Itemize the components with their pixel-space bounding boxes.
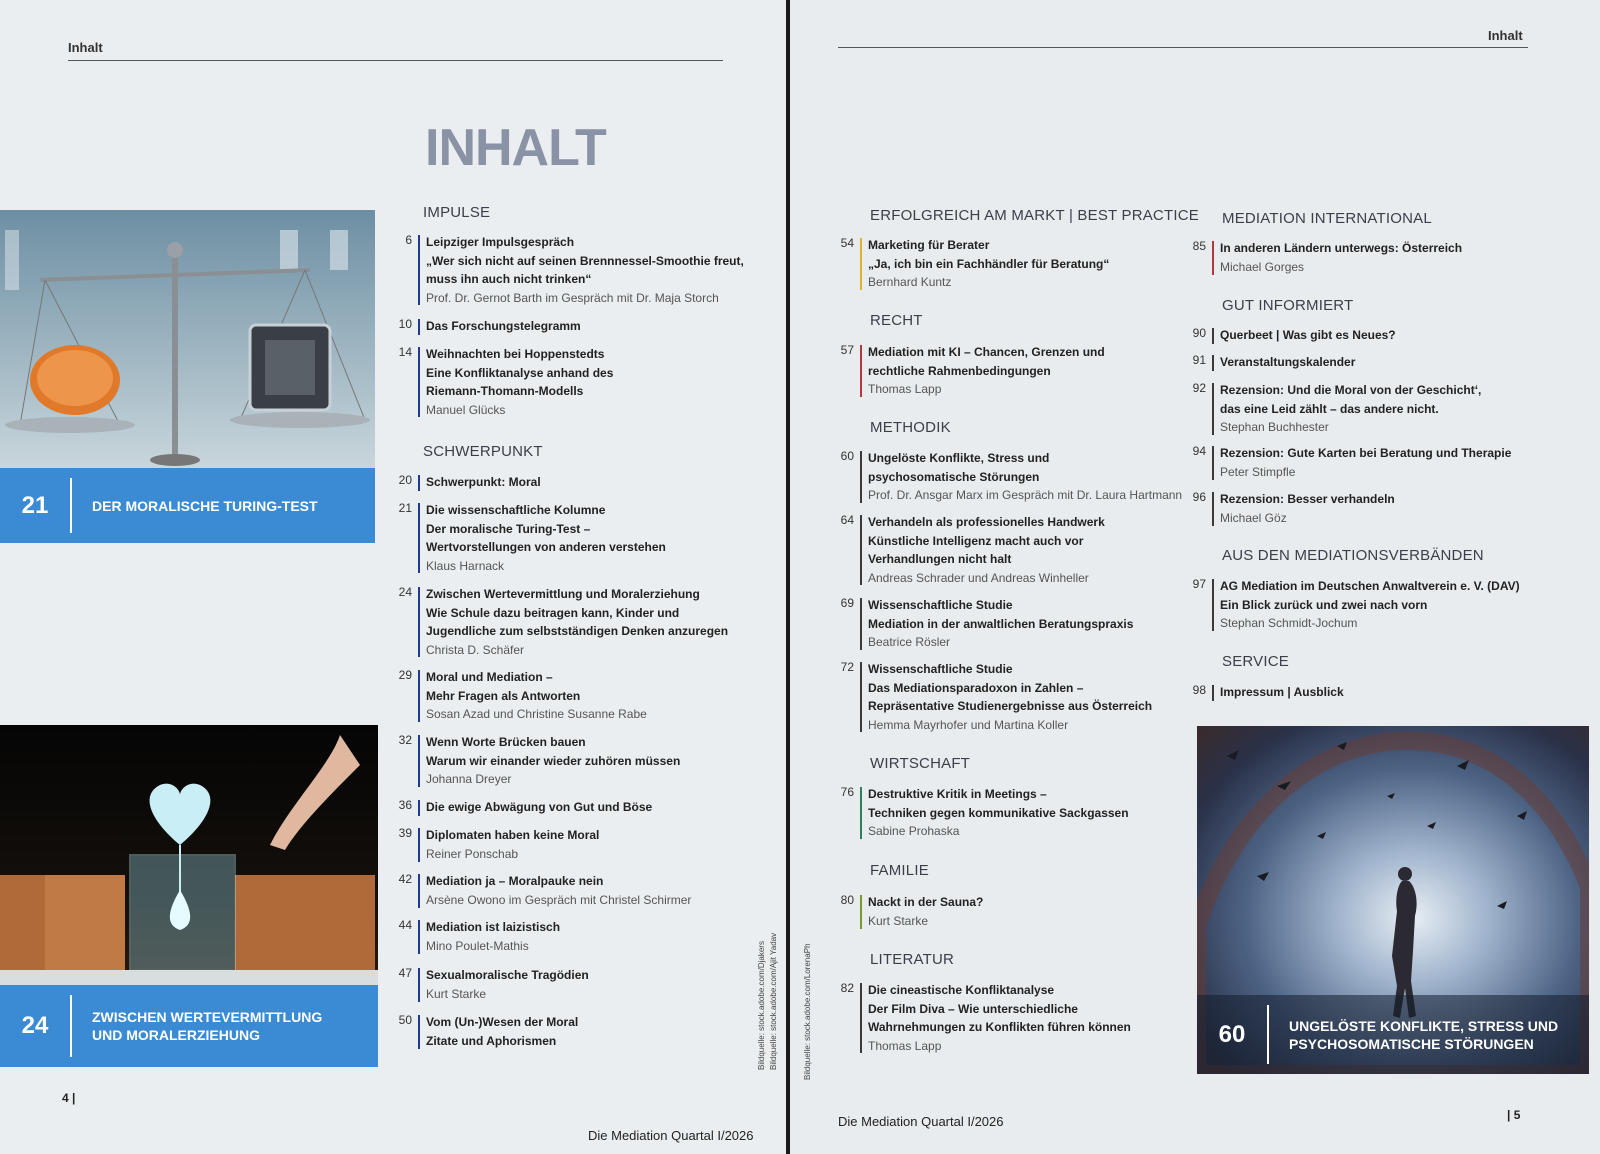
toc-text [426, 966, 756, 1003]
toc-page-number: 80 [840, 893, 854, 907]
toc-color-bar [1212, 355, 1214, 371]
toc-color-bar [1212, 383, 1214, 435]
toc-title-line: Warum wir einander wieder zuhören müssen [426, 753, 681, 768]
toc-title-line: Vom (Un-)Wesen der Moral [426, 1015, 579, 1029]
toc-text [426, 733, 756, 789]
toc-text [426, 918, 756, 955]
toc-title-line: Mediation ja – Moralpauke nein [426, 874, 604, 888]
toc-title-line: Marketing für Berater [868, 238, 990, 252]
toc-title-line: Destruktive Kritik in Meetings – [868, 787, 1047, 801]
toc-text [426, 826, 756, 863]
toc-color-bar [1212, 446, 1214, 480]
toc-author: Thomas Lapp [868, 382, 942, 396]
toc-title-line: Verhandlungen nicht halt [868, 552, 1012, 566]
toc-title-line: Zitate und Aphorismen [426, 1033, 557, 1048]
toc-entry[interactable] [390, 233, 750, 307]
toc-title-line: Zwischen Wertevermittlung und Moralerziehung [426, 587, 700, 601]
page-title: INHALT [425, 119, 606, 177]
toc-page-number: 82 [840, 981, 854, 995]
left-page [0, 0, 788, 1154]
toc-text [868, 343, 1198, 399]
toc-color-bar [418, 503, 420, 573]
toc-title-line: Eine Konfliktanalyse anhand des [426, 365, 614, 380]
toc-page-number: 54 [840, 236, 854, 250]
toc-author: Reiner Ponschab [426, 846, 519, 861]
toc-page-number: 94 [1192, 444, 1206, 458]
toc-title-line: das eine Leid zählt – das andere nicht. [1220, 401, 1439, 416]
toc-text [426, 473, 756, 492]
feature-banner-60[interactable] [1197, 995, 1589, 1074]
toc-entry[interactable] [390, 826, 750, 864]
section-heading: SERVICE [1222, 653, 1289, 670]
toc-entry[interactable] [390, 345, 750, 419]
toc-color-bar [860, 983, 862, 1053]
page-number: | 5 [1507, 1108, 1521, 1122]
toc-text [868, 236, 1198, 292]
toc-title-line: Nackt in der Sauna? [868, 895, 984, 909]
toc-text [426, 585, 756, 659]
toc-page-number: 91 [1192, 353, 1206, 367]
banner-label [1269, 1017, 1558, 1053]
toc-page-number: 6 [405, 233, 412, 247]
toc-entry[interactable] [832, 981, 1192, 1055]
toc-author: Johanna Dreyer [426, 772, 512, 786]
toc-text [868, 893, 1198, 930]
toc-color-bar [418, 874, 420, 908]
toc-text [868, 596, 1198, 652]
section-heading: AUS DEN MEDIATIONSVERBÄNDEN [1222, 547, 1484, 564]
toc-title-line: Rezension: Gute Karten bei Beratung und Therapie [1220, 446, 1512, 460]
toc-page-number: 24 [398, 585, 412, 599]
banner-page-number: 24 [21, 1012, 49, 1039]
toc-page-number: 44 [398, 918, 412, 932]
toc-color-bar [860, 345, 862, 397]
toc-color-bar [860, 598, 862, 650]
image-credit: Bildquelle: stock.adobe.com/LorenaPh [803, 943, 812, 1080]
toc-text [868, 660, 1198, 734]
toc-title-line: Moral und Mediation – [426, 670, 553, 684]
toc-color-bar [418, 319, 420, 335]
toc-page-number: 57 [840, 343, 854, 357]
toc-entry[interactable] [832, 513, 1192, 587]
toc-entry[interactable] [390, 966, 750, 1004]
toc-entry[interactable] [390, 317, 750, 337]
toc-author: Thomas Lapp [868, 1038, 942, 1053]
toc-author: Hemma Mayrhofer und Martina Koller [868, 717, 1069, 732]
toc-title-line: In anderen Ländern unterwegs: Österreich [1220, 241, 1463, 255]
toc-title-line: Der Film Diva – Wie unterschiedliche [868, 1001, 1078, 1016]
toc-page-number: 92 [1192, 381, 1206, 395]
toc-entry[interactable] [832, 236, 1192, 292]
toc-text [868, 981, 1198, 1055]
toc-page-number: 85 [1192, 239, 1206, 253]
toc-color-bar [418, 475, 420, 491]
banner-label-line: UNGELÖSTE KONFLIKTE, STRESS UND [1289, 1017, 1559, 1034]
toc-title-line: Mediation ist laizistisch [426, 920, 561, 934]
banner-label-line: ZWISCHEN WERTEVERMITTLUNG [92, 1009, 323, 1025]
toc-entry[interactable] [390, 872, 750, 910]
toc-entry[interactable] [390, 501, 750, 575]
toc-page-number: 64 [840, 513, 854, 527]
toc-entry[interactable] [390, 585, 750, 659]
toc-title-line: rechtliche Rahmenbedingungen [868, 363, 1051, 378]
toc-color-bar [860, 787, 862, 839]
toc-title-line: Schwerpunkt: Moral [426, 475, 541, 489]
feature-banner-24[interactable] [0, 985, 378, 1067]
toc-author: Manuel Glücks [426, 402, 506, 417]
toc-color-bar [860, 451, 862, 503]
section-heading: GUT INFORMIERT [1222, 297, 1354, 314]
section-heading: RECHT [870, 312, 923, 329]
toc-author: Michael Gorges [1220, 259, 1305, 274]
section-heading: LITERATUR [870, 951, 955, 968]
toc-text [426, 1013, 756, 1050]
heart-blocks-illustration [0, 725, 378, 985]
toc-text [868, 513, 1198, 587]
toc-color-bar [418, 1015, 420, 1049]
toc-title-line: Impressum | Ausblick [1220, 685, 1344, 699]
toc-author: Peter Stimpfle [1220, 464, 1296, 479]
head-rule-right [838, 47, 1528, 48]
toc-title-line: Der moralische Turing-Test – [426, 521, 591, 536]
toc-title-line: psychosomatische Störungen [868, 469, 1040, 484]
toc-text [868, 449, 1218, 505]
toc-color-bar [418, 587, 420, 657]
toc-color-bar [418, 920, 420, 954]
toc-page-number: 76 [840, 785, 854, 799]
toc-page-number: 39 [398, 826, 412, 840]
toc-author: Stephan Schmidt-Jochum [1220, 616, 1358, 630]
toc-title-line: Rezension: Und die Moral von der Geschicht‘, [1220, 383, 1482, 397]
toc-color-bar [1212, 492, 1214, 526]
toc-title-line: Riemann-Thomann-Modells [426, 384, 584, 398]
toc-title-line: Die wissenschaftliche Kolumne [426, 503, 606, 517]
toc-text [426, 872, 756, 909]
toc-author: Mino Poulet-Mathis [426, 938, 529, 953]
toc-entry[interactable] [390, 1013, 750, 1051]
toc-entry[interactable] [832, 343, 1192, 399]
toc-author: Arsène Owono im Gespräch mit Christel Schirmer [426, 892, 692, 907]
heart-blocks-photo [0, 725, 378, 985]
feature-banner-21[interactable] [0, 468, 375, 543]
toc-entry[interactable] [390, 668, 750, 724]
toc-text [426, 668, 756, 724]
section-heading: WIRTSCHAFT [870, 755, 971, 772]
scales-illustration [0, 210, 375, 468]
section-heading: ERFOLGREICH AM MARKT | BEST PRACTICE [870, 207, 1199, 224]
toc-text [1220, 239, 1550, 276]
toc-title-line: Wissenschaftliche Studie [868, 598, 1013, 612]
toc-title-line: muss ihn auch nicht trinken“ [426, 272, 592, 286]
toc-title-line: Wissenschaftliche Studie [868, 662, 1013, 676]
toc-title-line: „Wer sich nicht auf seinen Brennnessel-Smoothie freut, [426, 253, 744, 268]
toc-text [1220, 683, 1550, 702]
footer-title: Die Mediation Quartal I/2026 [588, 1128, 754, 1143]
toc-title-line: Mediation mit KI – Chancen, Grenzen und [868, 345, 1105, 359]
toc-entry[interactable] [1184, 444, 1544, 482]
toc-author: Christa D. Schäfer [426, 642, 525, 657]
toc-page-number: 36 [398, 798, 412, 812]
toc-text [1220, 444, 1550, 481]
toc-color-bar [1212, 685, 1214, 701]
toc-title-line: Mehr Fragen als Antworten [426, 688, 581, 703]
image-credit: Bildquelle: stock.adobe.com/Ajit Yadav [769, 932, 778, 1070]
toc-entry[interactable] [832, 785, 1192, 841]
toc-title-line: Wertvorstellungen von anderen verstehen [426, 540, 666, 554]
toc-page-number: 47 [398, 966, 412, 980]
toc-title-line: Rezension: Besser verhandeln [1220, 492, 1395, 506]
toc-entry[interactable] [390, 798, 750, 818]
page-number: 4 | [62, 1091, 76, 1105]
toc-entry[interactable] [390, 733, 750, 789]
toc-author: Bernhard Kuntz [868, 275, 952, 289]
toc-page-number: 32 [398, 733, 412, 747]
toc-author: Prof. Dr. Ansgar Marx im Gespräch mit Dr. Laura Hartmann [868, 488, 1183, 502]
toc-page-number: 42 [398, 872, 412, 886]
toc-page-number: 96 [1192, 490, 1206, 504]
toc-color-bar [860, 238, 862, 290]
toc-title-line: Die cineastische Konfliktanalyse [868, 983, 1055, 997]
banner-label-line: PSYCHOSOMATISCHE STÖRUNGEN [1289, 1035, 1534, 1052]
toc-title-line: Techniken gegen kommunikative Sackgassen [868, 805, 1129, 820]
toc-title-line: Wie Schule dazu beitragen kann, Kinder und [426, 605, 680, 620]
toc-color-bar [418, 347, 420, 417]
toc-title-line: AG Mediation im Deutschen Anwaltverein e. V. (DAV) [1220, 579, 1520, 593]
toc-color-bar [418, 968, 420, 1002]
toc-page-number: 98 [1192, 683, 1206, 697]
toc-page-number: 14 [398, 345, 412, 359]
toc-entry[interactable] [1184, 490, 1544, 528]
toc-title-line: Weihnachten bei Hoppenstedts [426, 347, 605, 361]
toc-entry[interactable] [832, 449, 1212, 505]
toc-page-number: 50 [398, 1013, 412, 1027]
toc-title-line: Das Forschungstelegramm [426, 319, 581, 333]
toc-author: Michael Göz [1220, 510, 1287, 525]
toc-color-bar [418, 670, 420, 722]
toc-color-bar [860, 515, 862, 585]
toc-title-line: Veranstaltungskalender [1220, 355, 1356, 369]
section-heading: METHODIK [870, 419, 951, 436]
scales-photo [0, 210, 375, 468]
running-head-left: Inhalt [68, 40, 103, 55]
toc-author: Prof. Dr. Gernot Barth im Gespräch mit Dr. Maja Storch [426, 290, 719, 305]
toc-page-number: 69 [840, 596, 854, 610]
banner-label [72, 1008, 322, 1044]
footer-title: Die Mediation Quartal I/2026 [838, 1114, 1004, 1129]
toc-title-line: Wenn Worte Brücken bauen [426, 735, 586, 749]
toc-title-line: Das Mediationsparadoxon in Zahlen – [868, 680, 1084, 695]
toc-page-number: 72 [840, 660, 854, 674]
toc-text [868, 785, 1198, 841]
toc-color-bar [860, 662, 862, 732]
toc-title-line: Repräsentative Studienergebnisse aus Österreich [868, 699, 1153, 713]
toc-page-number: 21 [398, 501, 412, 515]
section-heading: SCHWERPUNKT [423, 443, 543, 460]
toc-entry[interactable] [1184, 381, 1544, 437]
toc-title-line: Leipziger Impulsgespräch [426, 235, 575, 249]
toc-author: Beatrice Rösler [868, 635, 951, 649]
banner-label-line: DER MORALISCHE TURING-TEST [92, 497, 318, 514]
toc-title-line: Diplomaten haben keine Moral [426, 828, 600, 842]
toc-entry[interactable] [1184, 577, 1554, 633]
toc-text [1220, 326, 1550, 345]
toc-color-bar [860, 895, 862, 929]
toc-page-number: 90 [1192, 326, 1206, 340]
section-heading: IMPULSE [423, 204, 491, 221]
toc-color-bar [1212, 328, 1214, 344]
toc-title-line: Querbeet | Was gibt es Neues? [1220, 328, 1396, 342]
toc-text [426, 317, 756, 336]
toc-entry[interactable] [390, 918, 750, 956]
toc-text [1220, 353, 1550, 372]
toc-page-number: 97 [1192, 577, 1206, 591]
toc-page-number: 20 [398, 473, 412, 487]
toc-title-line: Künstliche Intelligenz macht auch vor [868, 533, 1084, 548]
toc-text [1220, 381, 1550, 437]
toc-entry[interactable] [390, 473, 750, 493]
toc-entry[interactable] [832, 660, 1192, 734]
toc-title-line: Verhandeln als professionelles Handwerk [868, 515, 1105, 529]
toc-entry[interactable] [1184, 353, 1544, 373]
running-head-right: Inhalt [1488, 28, 1523, 43]
toc-color-bar [1212, 241, 1214, 275]
toc-title-line: Mediation in der anwaltlichen Beratungspraxis [868, 616, 1134, 631]
toc-title-line: „Ja, ich bin ein Fachhändler für Beratung“ [868, 256, 1110, 271]
toc-text [1220, 490, 1550, 527]
toc-author: Kurt Starke [868, 913, 929, 928]
toc-text [426, 798, 756, 817]
toc-color-bar [418, 235, 420, 305]
toc-author: Andreas Schrader und Andreas Winheller [868, 570, 1089, 585]
head-rule-left [68, 60, 723, 61]
right-page [790, 0, 1600, 1154]
toc-color-bar [418, 828, 420, 862]
toc-title-line: Die ewige Abwägung von Gut und Böse [426, 800, 653, 814]
toc-entry[interactable] [832, 893, 1192, 931]
toc-text [1220, 577, 1554, 633]
toc-entry[interactable] [1184, 239, 1544, 277]
toc-page-number: 10 [398, 317, 412, 331]
toc-text [426, 345, 756, 419]
image-credit: Bildquelle: stock.adobe.com/Djakers [757, 941, 766, 1070]
toc-entry[interactable] [832, 596, 1192, 652]
toc-title-line: Ungelöste Konflikte, Stress und [868, 451, 1050, 465]
toc-text [426, 501, 756, 575]
banner-page-number: 21 [21, 491, 49, 519]
toc-title-line: Jugendliche zum selbstständigen Denken anzuregen [426, 624, 729, 638]
toc-page-number: 29 [398, 668, 412, 682]
toc-author: Kurt Starke [426, 986, 487, 1001]
folio-number: 4 [62, 1091, 69, 1105]
folio-number: 5 [1513, 1108, 1521, 1122]
toc-color-bar [418, 735, 420, 787]
toc-author: Sosan Azad und Christine Susanne Rabe [426, 707, 647, 721]
toc-author: Sabine Prohaska [868, 824, 960, 838]
section-heading: MEDIATION INTERNATIONAL [1222, 210, 1432, 227]
banner-label [72, 497, 318, 515]
section-heading: FAMILIE [870, 862, 929, 879]
banner-label-line: UND MORALERZIEHUNG [92, 1027, 260, 1043]
toc-entry[interactable] [1184, 683, 1544, 703]
toc-author: Klaus Harnack [426, 558, 505, 573]
toc-entry[interactable] [1184, 326, 1544, 346]
toc-title-line: Wahrnehmungen zu Konflikten führen können [868, 1020, 1131, 1034]
toc-author: Stephan Buchhester [1220, 420, 1329, 434]
toc-page-number: 60 [840, 449, 854, 463]
toc-text [426, 233, 756, 307]
banner-page-number: 60 [1218, 1020, 1246, 1048]
toc-title-line: Sexualmoralische Tragödien [426, 968, 589, 982]
toc-title-line: Ein Blick zurück und zwei nach vorn [1220, 597, 1428, 612]
toc-color-bar [418, 800, 420, 816]
toc-color-bar [1212, 579, 1214, 631]
